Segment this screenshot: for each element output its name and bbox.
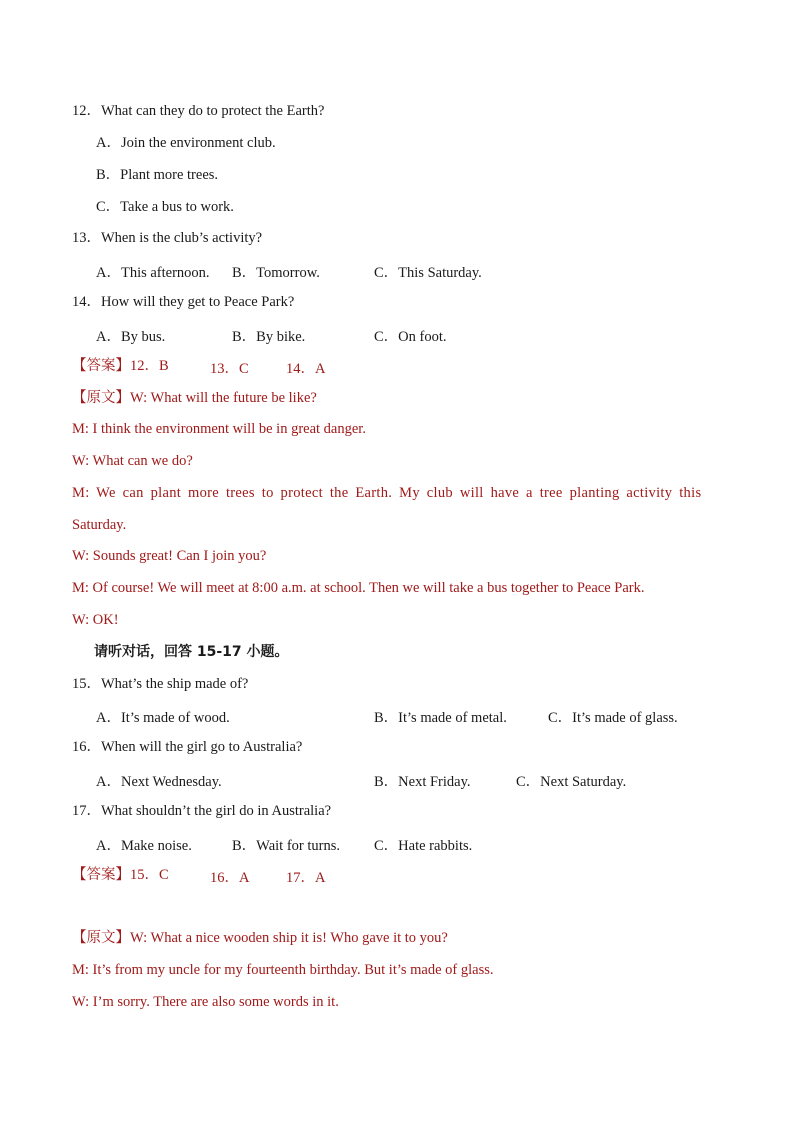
answer-17: 17．A — [286, 870, 326, 886]
transcript-line-7: M: Of course! We will meet at 8:00 a.m. at school. Then we will take a bus together to Peace Park. — [72, 580, 645, 596]
q14-option-c: C．On foot. — [374, 329, 447, 345]
transcript-line-8: W: OK! — [72, 612, 119, 628]
q15-option-b: B．It’s made of metal. — [374, 710, 507, 726]
question-12: 12．What can they do to protect the Earth? — [72, 103, 325, 119]
q16-option-c: C．Next Saturday. — [516, 774, 627, 790]
answer-block-1 — [72, 357, 169, 375]
transcript-line-1 — [72, 389, 317, 407]
transcript-tag: 【原文】 — [72, 930, 130, 946]
answer-13: 13．C — [210, 361, 249, 377]
transcript-text: W: What a nice wooden ship it is! Who gave it to you? — [130, 930, 448, 946]
transcript-line-5: Saturday. — [72, 517, 127, 533]
q14-option-b: B．By bike. — [232, 329, 306, 345]
question-14: 14．How will they get to Peace Park? — [72, 294, 295, 310]
transcript-line-3: W: What can we do? — [72, 453, 193, 469]
q13-option-b: B．Tomorrow. — [232, 265, 320, 281]
answer-14: 14．A — [286, 361, 326, 377]
question-17: 17．What shouldn’t the girl do in Australia? — [72, 803, 332, 819]
q17-option-a: A．Make noise. — [96, 838, 192, 854]
q16-option-a: A．Next Wednesday. — [96, 774, 222, 790]
transcript-line-2: M: I think the environment will be in great danger. — [72, 421, 366, 437]
question-16: 16．When will the girl go to Australia? — [72, 739, 303, 755]
answer-tag: 【答案】 — [72, 867, 130, 883]
q17-option-b: B．Wait for turns. — [232, 838, 340, 854]
transcript2-line-2: M: It’s from my uncle for my fourteenth birthday. But it’s made of glass. — [72, 962, 494, 978]
question-15: 15．What’s the ship made of? — [72, 676, 249, 692]
q15-option-a: A．It’s made of wood. — [96, 710, 230, 726]
transcript-line-6: W: Sounds great! Can I join you? — [72, 548, 267, 564]
q15-option-c: C．It’s made of glass. — [548, 710, 678, 726]
transcript-tag: 【原文】 — [72, 390, 130, 406]
transcript-line-4: M: We can plant more trees to protect the Earth. My club will have a tree planting activity this — [72, 485, 702, 501]
question-13: 13．When is the club’s activity? — [72, 230, 263, 246]
section-heading: 请听对话，回答 15-17 小题。 — [94, 644, 289, 660]
q13-option-c: C．This Saturday. — [374, 265, 482, 281]
q13-option-a: A．This afternoon. — [96, 265, 210, 281]
q16-option-b: B．Next Friday. — [374, 774, 471, 790]
transcript2-line-1 — [72, 929, 448, 947]
answer-12: 12．B — [130, 358, 169, 374]
q12-option-a: A．Join the environment club. — [96, 135, 276, 151]
transcript2-line-3: W: I’m sorry. There are also some words in it. — [72, 994, 339, 1010]
answer-16: 16．A — [210, 870, 250, 886]
q12-option-b: B．Plant more trees. — [96, 167, 219, 183]
answer-block-2 — [72, 866, 169, 884]
q17-option-c: C．Hate rabbits. — [374, 838, 473, 854]
answer-tag: 【答案】 — [72, 358, 130, 374]
q14-option-a: A．By bus. — [96, 329, 166, 345]
transcript-text: W: What will the future be like? — [130, 390, 317, 406]
q12-option-c: C．Take a bus to work. — [96, 199, 234, 215]
answer-15: 15．C — [130, 867, 169, 883]
